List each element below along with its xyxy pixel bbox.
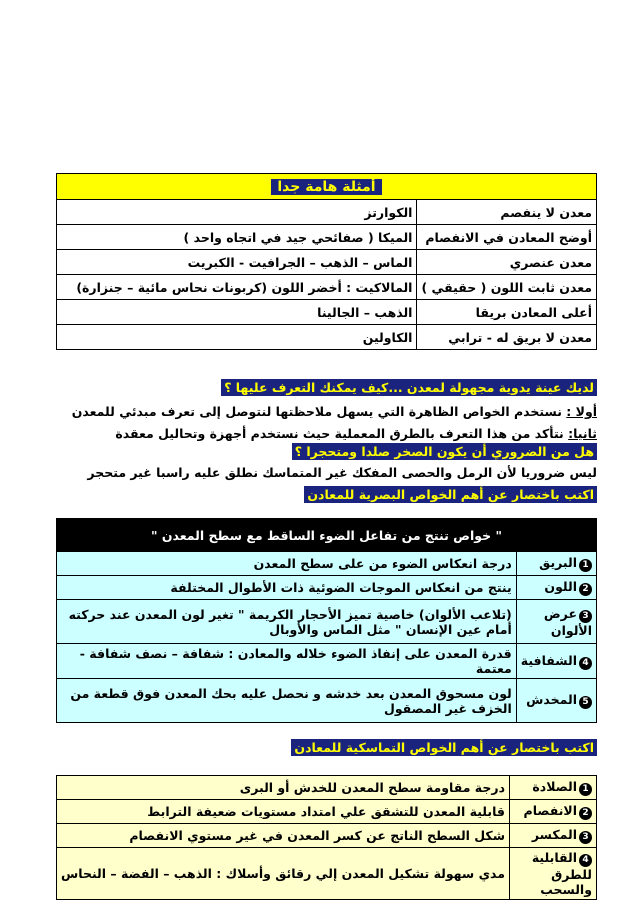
term-cell: معدن لا ينفصم	[417, 200, 597, 225]
cohesive-properties-table	[56, 775, 597, 900]
table-row	[57, 576, 597, 600]
desc-cell: ينتج من انعكاس الموجات الضوئية ذات الأطوال المختلفة	[57, 576, 517, 600]
term-label: الصلادة	[532, 779, 577, 794]
examples-table-title: أمثلة هامة جدا	[271, 179, 381, 195]
table-row	[57, 275, 597, 300]
term-cell	[510, 800, 597, 824]
number-badge: 1	[579, 559, 592, 572]
desc-cell: درجة انعكاس الضوء من على سطح المعدن	[57, 552, 517, 576]
term-cell: معدن لا بريق له - ترابي	[417, 325, 597, 350]
table-row	[57, 776, 597, 800]
example-cell: المالاكيت : أخضر اللون (كربونات نحاس مائية – جنزارة)	[57, 275, 417, 300]
answer-rock	[87, 465, 597, 480]
term-label: الشفافية	[520, 652, 577, 668]
table-row	[57, 200, 597, 225]
example-cell: الماس – الذهب – الجرافيت - الكبريت	[57, 250, 417, 275]
optical-table-header: " خواص تنتج من تفاعل الضوء الساقط مع سطح المعدن "	[57, 519, 597, 552]
answer-rock-text: ليس ضروريا لأن الرمل والحصى المفكك غير المتماسك نطلق عليه راسبا غير متحجر	[87, 465, 597, 480]
number-badge: 2	[579, 807, 592, 820]
step-second-label: ثانيا:	[568, 426, 597, 441]
step-second	[115, 426, 597, 441]
examples-table-header	[57, 174, 597, 200]
number-badge: 4	[579, 854, 592, 867]
term-cell	[516, 552, 596, 576]
table-row	[57, 600, 597, 644]
heading-optical-text: اكتب باختصار عن أهم الخواص البصرية للمعادن	[304, 486, 597, 503]
number-badge: 3	[579, 831, 592, 844]
table-row	[57, 679, 597, 723]
term-cell	[516, 679, 596, 723]
desc-cell: لون مسحوق المعدن بعد خدشه و نحصل عليه بحك المعدن فوق قطعة من الخزف غير المصقول	[57, 679, 517, 723]
term-cell	[516, 600, 596, 644]
term-cell	[510, 824, 597, 848]
number-badge: 4	[579, 657, 592, 670]
table-row	[57, 552, 597, 576]
term-label: اللون	[544, 579, 577, 594]
desc-cell: درجة مقاومة سطح المعدن للخدش أو البرى	[57, 776, 510, 800]
examples-table	[56, 173, 597, 350]
question-rock-text: هل من الضروري أن يكون الصخر صلدا ومتحجرا ؟	[292, 443, 597, 460]
optical-properties-table	[56, 518, 597, 723]
table-row	[57, 848, 597, 900]
desc-cell: (تلاعب الألوان) خاصية تميز الأحجار الكريمة " تغير لون المعدن عند حركته أمام عين الإنسان " مثل الماس والأوبال	[57, 600, 517, 644]
number-badge: 2	[579, 583, 592, 596]
table-row	[57, 225, 597, 250]
term-cell: معدن ثابت اللون ( حقيقي )	[417, 275, 597, 300]
question-unknown-sample	[221, 380, 597, 395]
term-label: الانفصام	[523, 803, 577, 818]
step-first-text: نستخدم الخواص الظاهرة التي يسهل ملاحظتها لنتوصل إلى تعرف مبدئي للمعدن	[71, 404, 567, 419]
step-second-text: نتأكد من هذا التعرف بالطرق المعملية حيث نستخدم أجهزة وتحاليل معقدة	[115, 426, 569, 441]
desc-cell: قدرة المعدن على إنفاذ الضوء خلاله والمعادن : شفافة – نصف شفافة - معتمة	[57, 644, 517, 679]
number-badge: 5	[579, 696, 592, 709]
term-cell	[510, 848, 597, 900]
example-cell: الكوارتز	[57, 200, 417, 225]
question-text: لديك عينة يدوية مجهولة لمعدن ...كيف يمكنك التعرف عليها ؟	[221, 379, 597, 396]
table-row	[57, 824, 597, 848]
table-row	[57, 300, 597, 325]
step-first-label: أولا :	[566, 404, 597, 419]
table-row	[57, 800, 597, 824]
term-cell	[516, 644, 596, 679]
step-first	[72, 404, 597, 419]
term-cell: أوضح المعادن في الانفصام	[417, 225, 597, 250]
number-badge: 3	[579, 610, 592, 623]
term-label: البريق	[539, 555, 577, 570]
heading-optical	[304, 487, 597, 502]
example-cell: الذهب – الجالينا	[57, 300, 417, 325]
example-cell: الكاولين	[57, 325, 417, 350]
number-badge: 1	[579, 783, 592, 796]
desc-cell: قابلية المعدن للتشقق علي امتداد مستويات ضعيفة الترابط	[57, 800, 510, 824]
term-cell: معدن عنصري	[417, 250, 597, 275]
term-label: عرض الألوان	[543, 605, 592, 638]
table-row	[57, 644, 597, 679]
example-cell: الميكا ( صفائحي جيد في اتجاه واحد )	[57, 225, 417, 250]
table-row	[57, 250, 597, 275]
heading-cohesive	[291, 740, 597, 755]
term-cell: أعلى المعادن بريقا	[417, 300, 597, 325]
term-cell	[510, 776, 597, 800]
term-label: المكسر	[531, 827, 577, 842]
desc-cell: مدي سهولة تشكيل المعدن إلي رقائق وأسلاك : الذهب – الفضة – النحاس	[57, 848, 510, 900]
question-rock	[292, 444, 597, 459]
term-label: المخدش	[526, 692, 577, 707]
term-label: القابلية للطرق والسحب	[531, 850, 592, 897]
term-cell	[516, 576, 596, 600]
desc-cell: شكل السطح الناتج عن كسر المعدن في غير مستوي الانفصام	[57, 824, 510, 848]
table-row	[57, 325, 597, 350]
heading-cohesive-text: اكتب باختصار عن أهم الخواص التماسكية للمعادن	[291, 739, 597, 756]
